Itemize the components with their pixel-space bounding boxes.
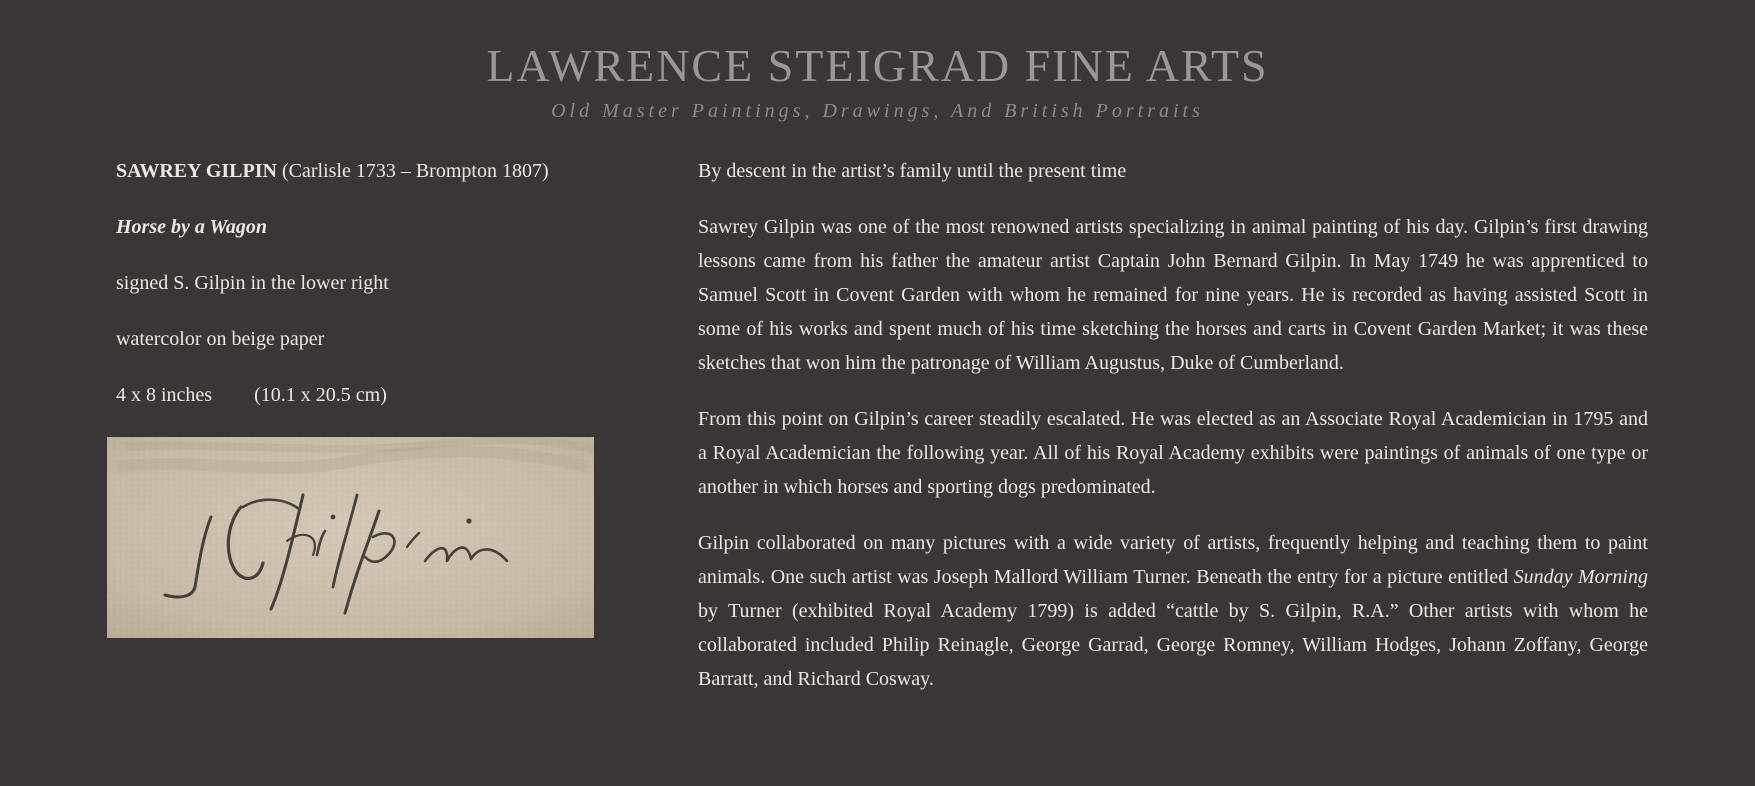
artwork-medium: watercolor on beige paper — [116, 328, 325, 350]
site-header — [0, 38, 1755, 123]
artist-dates: (Carlisle 1733 – Brompton 1807) — [276, 160, 549, 182]
artwork-essay — [698, 154, 1648, 718]
site-title[interactable]: LAWRENCE STEIGRAD FINE ARTS — [486, 40, 1269, 91]
provenance: By descent in the artist’s family until the present time — [698, 160, 1127, 182]
artist-line — [116, 154, 616, 188]
dimensions-inches: 4 x 8 inches — [116, 384, 213, 406]
essay-paragraph-3 — [698, 526, 1648, 696]
painting-title-sunday-morning: Sunday Morning — [1513, 566, 1648, 588]
signature-detail-image — [107, 437, 594, 638]
artwork-dimensions — [116, 378, 616, 412]
essay-paragraph-3-start: Gilpin collaborated on many pictures with a wide variety of artists, frequently helping and teaching them to paint animals. One such artist was Joseph Mallord William Turner. Beneath the entry for a picture entitled — [698, 532, 1648, 588]
essay-paragraph-2: From this point on Gilpin’s career steadily escalated. He was elected as an Associate Royal Academician in 1795 and a Royal Academician the following year. All of his Royal Academy exhibits were paintings of animals of one type or another in which horses and sporting dogs predominated. — [698, 408, 1648, 498]
artist-name: SAWREY GILPIN — [116, 160, 277, 182]
artwork-details — [116, 154, 616, 434]
artwork-title: Horse by a Wagon — [116, 216, 267, 238]
artwork-inscription: signed S. Gilpin in the lower right — [116, 272, 389, 294]
dimensions-cm: (10.1 x 20.5 cm) — [254, 384, 387, 406]
site-subtitle: Old Master Paintings, Drawings, And British Portraits — [551, 100, 1204, 122]
essay-paragraph-3-end: by Turner (exhibited Royal Academy 1799) is added “cattle by S. Gilpin, R.A.” Other artists with whom he collaborated included Philip Reinagle, George Garrad, George Romney, William Hodges, Johann Zoffany, George Barratt, and Richard Cosway. — [698, 600, 1648, 690]
essay-paragraph-1: Sawrey Gilpin was one of the most renowned artists specializing in animal painting of his day. Gilpin’s first drawing lessons came from his father the amateur artist Captain John Bernard Gilpin. In May 1749 he was apprenticed to Samuel Scott in Covent Garden with whom he remained for nine years. He is recorded as having assisted Scott in some of his works and spent much of his time sketching the horses and carts in Covent Garden Market; it was these sketches that won him the patronage of William Augustus, Duke of Cumberland. — [698, 216, 1648, 374]
